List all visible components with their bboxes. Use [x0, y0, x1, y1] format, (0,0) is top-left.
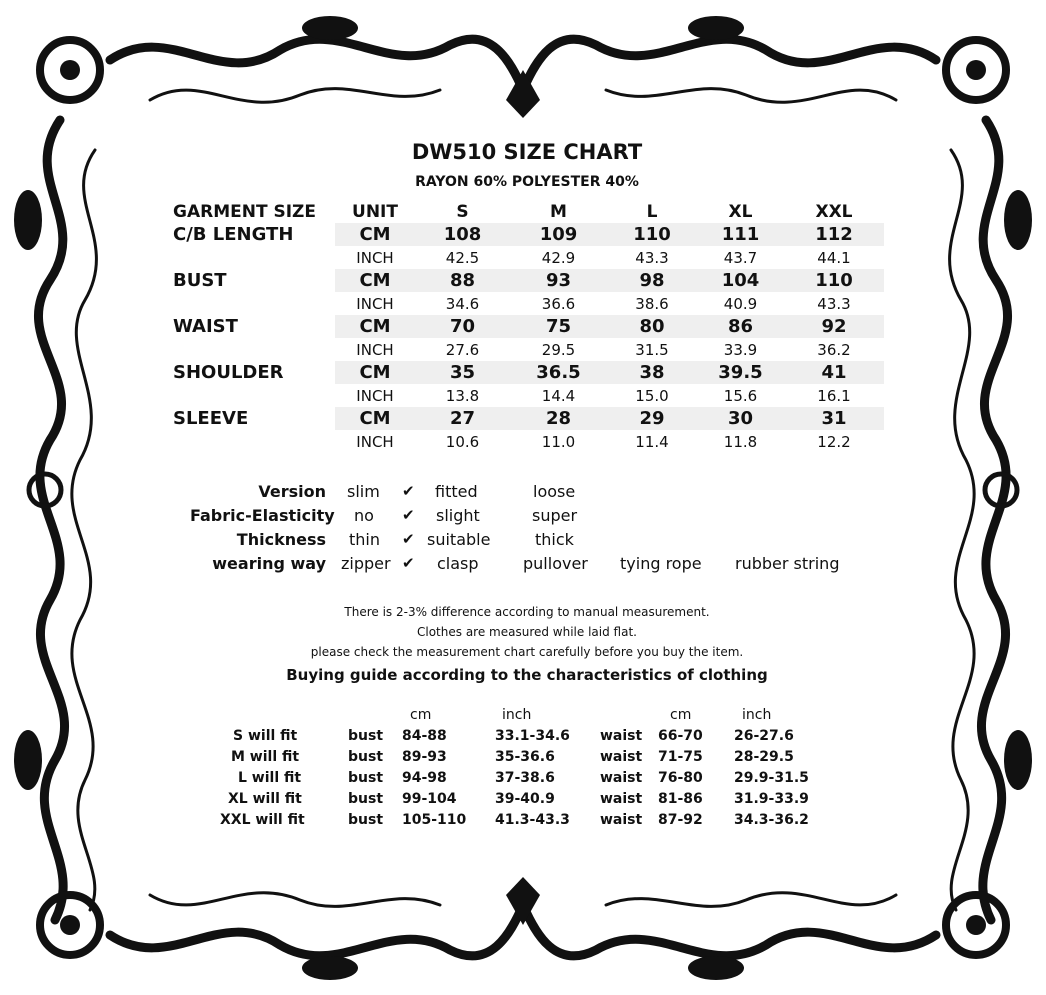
value-cell: 109 [510, 223, 607, 246]
guide-value: 34.3-36.2 [734, 812, 809, 828]
table-row [170, 246, 884, 269]
value-cell: 11.0 [541, 432, 576, 451]
guide-value: 28-29.5 [734, 749, 794, 765]
value-cell: 42.5 [445, 248, 480, 267]
value-cell: 110 [784, 269, 884, 292]
check-icon: ✔ [402, 506, 415, 524]
value-cell: 30 [697, 407, 784, 430]
inch-header: inch [742, 707, 772, 723]
guide-value: 66-70 [658, 728, 703, 744]
unit-cell: CM [335, 223, 415, 246]
guide-value: 87-92 [658, 812, 703, 828]
fabric-composition: RAYON 60% POLYESTER 40% [415, 174, 639, 190]
value-cell: 27 [415, 407, 510, 430]
unit-cell: CM [335, 361, 415, 384]
unit-cell: INCH [356, 386, 394, 405]
feature-label: wearing way [212, 554, 326, 573]
guide-size: XL will fit [228, 791, 302, 807]
value-cell: 41 [784, 361, 884, 384]
feature-option: suitable [427, 530, 491, 549]
guide-size: L will fit [238, 770, 302, 786]
table-row [170, 269, 884, 292]
measure-name: SLEEVE [170, 407, 335, 430]
unit-cell: CM [335, 407, 415, 430]
guide-value: 99-104 [402, 791, 457, 807]
guide-value: 33.1-34.6 [495, 728, 570, 744]
check-icon: ✔ [402, 482, 415, 500]
check-icon: ✔ [402, 554, 415, 572]
check-icon: ✔ [402, 530, 415, 548]
feature-option: no [354, 506, 374, 525]
cm-header: cm [670, 707, 692, 723]
guide-value: 35-36.6 [495, 749, 555, 765]
feature-label: Fabric-Elasticity [190, 506, 335, 525]
value-cell: 75 [510, 315, 607, 338]
feature-label: Thickness [236, 530, 326, 549]
guide-size: M will fit [231, 749, 300, 765]
value-cell: 80 [607, 315, 697, 338]
feature-option: tying rope [620, 554, 702, 573]
cm-header: cm [410, 707, 432, 723]
measurement-notes [260, 602, 794, 662]
value-cell: 10.6 [445, 432, 480, 451]
table-row [170, 361, 884, 384]
value-cell: 112 [784, 223, 884, 246]
unit-cell: INCH [356, 432, 394, 451]
value-cell: 36.6 [541, 294, 576, 313]
unit-cell: INCH [356, 294, 394, 313]
unit-cell: CM [335, 315, 415, 338]
guide-value: 105-110 [402, 812, 467, 828]
table-row [170, 430, 884, 453]
table-row [170, 338, 884, 361]
guide-value: 89-93 [402, 749, 447, 765]
size-header-xl: XL [728, 201, 753, 222]
value-cell: 108 [415, 223, 510, 246]
size-table [170, 200, 884, 453]
feature-option: pullover [523, 554, 588, 573]
table-row [170, 384, 884, 407]
value-cell: 43.7 [723, 248, 758, 267]
guide-value: 31.9-33.9 [734, 791, 809, 807]
value-cell: 38.6 [635, 294, 669, 313]
guide-value: 26-27.6 [734, 728, 794, 744]
feature-option: clasp [437, 554, 479, 573]
feature-option: zipper [341, 554, 391, 573]
value-cell: 92 [784, 315, 884, 338]
value-cell: 42.9 [541, 248, 576, 267]
measure-name: C/B LENGTH [170, 223, 335, 246]
unit-header: UNIT [352, 201, 398, 222]
measure-name: SHOULDER [170, 361, 335, 384]
feature-option: rubber string [735, 554, 840, 573]
value-cell: 35 [415, 361, 510, 384]
value-cell: 13.8 [445, 386, 480, 405]
size-header-l: L [646, 201, 658, 222]
value-cell: 16.1 [817, 386, 851, 405]
guide-value: 76-80 [658, 770, 703, 786]
measure-name: BUST [170, 269, 335, 292]
value-cell: 27.6 [445, 340, 480, 359]
guide-label: bust [348, 770, 384, 786]
value-cell: 98 [607, 269, 697, 292]
value-cell: 34.6 [445, 294, 480, 313]
note-line: There is 2-3% difference according to manual measurement. [344, 605, 710, 619]
guide-size: XXL will fit [220, 812, 305, 828]
value-cell: 43.3 [635, 248, 669, 267]
guide-label: waist [600, 728, 643, 744]
value-cell: 38 [607, 361, 697, 384]
guide-label: waist [600, 791, 643, 807]
inch-header: inch [502, 707, 532, 723]
value-cell: 70 [415, 315, 510, 338]
value-cell: 36.2 [817, 340, 851, 359]
buying-guide-title: Buying guide according to the characteristics of clothing [286, 666, 768, 684]
feature-option: slight [436, 506, 480, 525]
guide-value: 81-86 [658, 791, 703, 807]
table-row [170, 292, 884, 315]
feature-option: loose [533, 482, 576, 501]
guide-label: waist [600, 812, 643, 828]
value-cell: 33.9 [723, 340, 758, 359]
table-row [170, 315, 884, 338]
value-cell: 29.5 [541, 340, 576, 359]
value-cell: 14.4 [541, 386, 576, 405]
guide-value: 41.3-43.3 [495, 812, 570, 828]
value-cell: 12.2 [817, 432, 851, 451]
size-header-m: M [550, 201, 567, 222]
measure-name: WAIST [170, 315, 335, 338]
size-table-header [170, 200, 884, 223]
value-cell: 104 [697, 269, 784, 292]
guide-label: bust [348, 728, 384, 744]
garment-size-header: GARMENT SIZE [173, 201, 316, 222]
value-cell: 28 [510, 407, 607, 430]
feature-option: slim [347, 482, 380, 501]
feature-label: Version [258, 482, 326, 501]
value-cell: 31.5 [635, 340, 669, 359]
value-cell: 86 [697, 315, 784, 338]
value-cell: 15.0 [635, 386, 669, 405]
unit-cell: INCH [356, 340, 394, 359]
size-header-s: S [456, 201, 469, 222]
value-cell: 11.4 [635, 432, 669, 451]
guide-value: 29.9-31.5 [734, 770, 809, 786]
note-line: please check the measurement chart carefully before you buy the item. [310, 645, 744, 659]
chart-title: DW510 SIZE CHART [411, 140, 643, 164]
guide-label: waist [600, 749, 643, 765]
value-cell: 11.8 [723, 432, 758, 451]
note-line: Clothes are measured while laid flat. [417, 625, 637, 639]
value-cell: 15.6 [723, 386, 758, 405]
feature-option: fitted [435, 482, 478, 501]
value-cell: 110 [607, 223, 697, 246]
guide-label: bust [348, 749, 384, 765]
guide-label: waist [600, 770, 643, 786]
guide-label: bust [348, 791, 384, 807]
unit-cell: CM [335, 269, 415, 292]
guide-label: bust [348, 812, 384, 828]
value-cell: 43.3 [817, 294, 851, 313]
feature-option: thick [535, 530, 574, 549]
size-header-xxl: XXL [815, 201, 853, 222]
table-row [170, 223, 884, 246]
guide-value: 94-98 [402, 770, 447, 786]
value-cell: 39.5 [697, 361, 784, 384]
feature-option: thin [349, 530, 380, 549]
value-cell: 29 [607, 407, 697, 430]
guide-value: 37-38.6 [495, 770, 555, 786]
guide-value: 71-75 [658, 749, 703, 765]
value-cell: 93 [510, 269, 607, 292]
value-cell: 36.5 [510, 361, 607, 384]
guide-size: S will fit [233, 728, 298, 744]
table-row [170, 407, 884, 430]
value-cell: 88 [415, 269, 510, 292]
value-cell: 31 [784, 407, 884, 430]
value-cell: 111 [697, 223, 784, 246]
value-cell: 44.1 [817, 248, 851, 267]
feature-option: super [532, 506, 578, 525]
unit-cell: INCH [356, 248, 394, 267]
value-cell: 40.9 [723, 294, 758, 313]
guide-value: 84-88 [402, 728, 447, 744]
guide-value: 39-40.9 [495, 791, 555, 807]
